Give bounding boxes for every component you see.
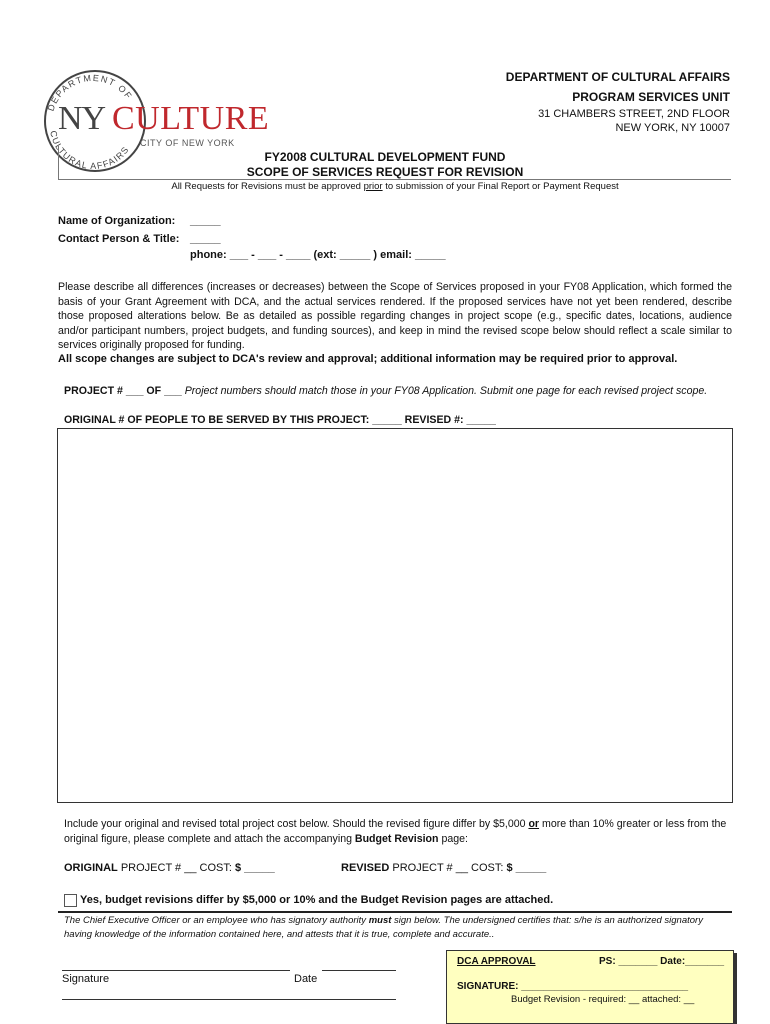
- dca-approval-box: [446, 950, 734, 1024]
- printed-name-line[interactable]: [62, 999, 396, 1000]
- approval-notice: All scope changes are subject to DCA's review and approval; additional information may be required prior to approval.: [58, 353, 678, 365]
- original-cost-amount: $ _____: [234, 862, 275, 874]
- divider: [58, 911, 732, 913]
- budget-revision-ref: Budget Revision: [354, 833, 439, 845]
- dca-signature[interactable]: SIGNATURE: ______________________________: [457, 981, 689, 992]
- people-served-line[interactable]: ORIGINAL # OF PEOPLE TO BE SERVED BY THIS PROJECT: _____ REVISED #: _____: [64, 414, 496, 426]
- project-line: [64, 384, 732, 399]
- logo-ny: NY: [58, 100, 106, 137]
- logo-ring-top: DEPARTMENT OF: [45, 72, 135, 113]
- phone-email-line[interactable]: phone: ___ - ___ - ____ (ext: _____ ) email: _____: [190, 249, 446, 261]
- budget-revision-checkbox-label: Yes, budget revisions differ by $5,000 or 10% and the Budget Revision pages are attached.: [80, 894, 554, 906]
- form-title-line1: FY2008 CULTURAL DEVELOPMENT FUND: [264, 150, 506, 164]
- organization-field[interactable]: _____: [190, 215, 221, 227]
- budget-revision-checkbox[interactable]: [64, 894, 77, 907]
- signature-line[interactable]: [62, 970, 290, 971]
- scope-description-box[interactable]: [57, 428, 733, 803]
- logo-culture: CULTURE: [112, 100, 270, 137]
- signature-label: Signature: [62, 973, 110, 985]
- cost-or: or: [528, 818, 540, 830]
- date-line[interactable]: [322, 970, 396, 971]
- address-line: 31 CHAMBERS STREET, 2ND FLOOR: [538, 108, 730, 120]
- must-word: must: [368, 915, 392, 926]
- logo-city: CITY OF NEW YORK: [140, 138, 235, 148]
- date-label: Date: [294, 973, 318, 985]
- cost-instructions: Include your original and revised total project cost below. Should the revised figure differ by $5,000 or more than 10% greater or less from the original figure, please complete and attach the accompanying Budget Revision page:: [64, 818, 727, 845]
- revised-cost-amount: $ _____: [506, 862, 547, 874]
- revision-note: All Requests for Revisions must be approved prior to submission of your Final Report or Payment Request: [171, 181, 619, 192]
- original-cost-line[interactable]: ORIGINAL PROJECT # __ COST: $ _____: [64, 862, 275, 874]
- logo-ring-bottom: CULTURAL AFFAIRS: [48, 129, 132, 172]
- certification-text: The Chief Executive Officer or an employee who has signatory authority must sign below. The undersigned certifies that: s/he is an authorized signatory having knowledge of the information contained here, and attests that it is true, complete and accurate..: [64, 915, 703, 940]
- department-name: DEPARTMENT OF CULTURAL AFFAIRS: [505, 70, 730, 84]
- project-number[interactable]: PROJECT # ___ OF ___: [64, 385, 182, 397]
- form-title-line2: SCOPE OF SERVICES REQUEST FOR REVISION: [246, 165, 524, 179]
- revised-cost-line[interactable]: REVISED PROJECT # __ COST: $ _____: [341, 862, 547, 874]
- organization-label: Name of Organization:: [58, 215, 176, 227]
- project-note: Project numbers should match those in your FY08 Application. Submit one page for each revised project scope.: [181, 385, 708, 397]
- contact-field[interactable]: _____: [190, 233, 221, 245]
- dca-approval-title: DCA APPROVAL: [457, 956, 536, 967]
- program-unit: PROGRAM SERVICES UNIT: [572, 90, 730, 104]
- instructions-paragraph: Please describe all differences (increases or decreases) between the Scope of Services proposed in your FY08 Application, which formed the basis of your Grant Agreement with DCA, and the actual services rendered. If the proposed services have not yet been rendered, describe those proposed alterations below. Be as detailed as possible regarding changes in project scope (e.g., specific dates, locations, audience and/or participant numbers, project budgets, and funding sources), and keep in mind the revised scope below should reflect a scale similar to services originally proposed for funding.: [58, 281, 732, 351]
- note-prior: prior: [363, 181, 383, 192]
- contact-label: Contact Person & Title:: [58, 233, 180, 245]
- dca-budget-revision[interactable]: Budget Revision - required: __ attached: __: [511, 994, 695, 1005]
- city-line: NEW YORK, NY 10007: [615, 122, 730, 134]
- dca-ps-date[interactable]: PS: _______ Date:_______: [599, 956, 725, 967]
